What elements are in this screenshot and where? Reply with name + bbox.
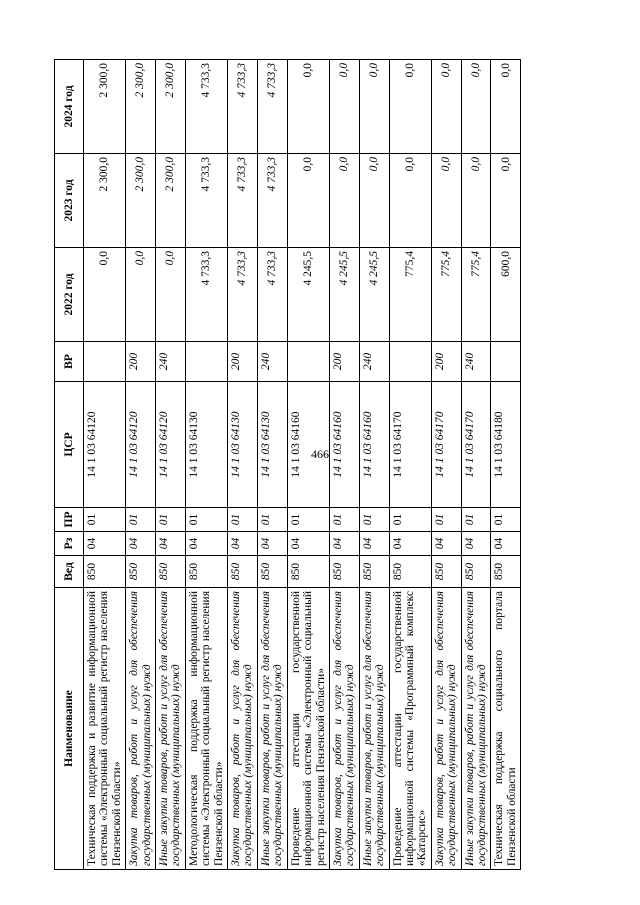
- cell-y2023: 0,0: [287, 154, 329, 248]
- header-name: Наименование: [55, 588, 84, 870]
- cell-csr: 14 1 03 64160: [287, 382, 329, 508]
- cell-csr: 14 1 03 64120: [156, 382, 186, 508]
- cell-y2023: 4 733,3: [185, 154, 227, 248]
- cell-y2022: 775,4: [389, 248, 431, 342]
- cell-ved: 850: [287, 556, 329, 588]
- cell-rz: 04: [389, 532, 431, 556]
- cell-vr: 240: [359, 342, 389, 382]
- cell-y2022: 4 733,3: [185, 248, 227, 342]
- cell-vr: 200: [431, 342, 461, 382]
- cell-rz: 04: [287, 532, 329, 556]
- cell-pr: 01: [287, 508, 329, 532]
- header-rz: Рз: [55, 532, 84, 556]
- cell-csr: 14 1 03 64120: [126, 382, 156, 508]
- cell-rz: 04: [84, 532, 126, 556]
- cell-ved: 850: [491, 556, 521, 588]
- cell-ved: 850: [228, 556, 258, 588]
- cell-y2024: 0,0: [491, 60, 521, 154]
- cell-name: Закупка товаров, работ и услуг для обеспечения государственных (муниципальных) нужд: [431, 588, 461, 870]
- cell-vr: [84, 342, 126, 382]
- table-row: [84, 60, 126, 870]
- cell-y2024: 0,0: [287, 60, 329, 154]
- cell-y2022: 4 245,5: [359, 248, 389, 342]
- cell-y2023: 0,0: [461, 154, 491, 248]
- header-pr: ПР: [55, 508, 84, 532]
- table-row: [156, 60, 186, 870]
- cell-ved: 850: [84, 556, 126, 588]
- cell-rz: 04: [329, 532, 359, 556]
- cell-y2022: 4 245,5: [329, 248, 359, 342]
- cell-name: Проведение аттестации государственной информационной системы «Электронный социальный регистр населения Пензенской области»: [287, 588, 329, 870]
- cell-y2023: 2 300,0: [126, 154, 156, 248]
- cell-rz: 04: [228, 532, 258, 556]
- cell-csr: 14 1 03 64170: [431, 382, 461, 508]
- table-body: [84, 60, 521, 870]
- cell-name: Методологическая поддержка информационной системы «Электронный социальный регистр населения Пензенской области»: [185, 588, 227, 870]
- cell-csr: 14 1 03 64180: [491, 382, 521, 508]
- header-csr: ЦСР: [55, 382, 84, 508]
- cell-name: Техническая поддержка социального портала Пензенской области: [491, 588, 521, 870]
- cell-y2024: 2 300,0: [84, 60, 126, 154]
- cell-pr: 01: [156, 508, 186, 532]
- cell-vr: [185, 342, 227, 382]
- cell-pr: 01: [491, 508, 521, 532]
- cell-y2023: 0,0: [389, 154, 431, 248]
- cell-y2024: 4 733,3: [228, 60, 258, 154]
- cell-csr: 14 1 03 64130: [228, 382, 258, 508]
- header-2022: 2022 год: [55, 248, 84, 342]
- cell-ved: 850: [126, 556, 156, 588]
- cell-rz: 04: [126, 532, 156, 556]
- table-row: [389, 60, 431, 870]
- cell-y2023: 2 300,0: [84, 154, 126, 248]
- cell-csr: 14 1 03 64120: [84, 382, 126, 508]
- cell-vr: 240: [461, 342, 491, 382]
- header-vr: ВР: [55, 342, 84, 382]
- table-row: [257, 60, 287, 870]
- cell-y2023: 0,0: [329, 154, 359, 248]
- cell-ved: 850: [389, 556, 431, 588]
- cell-pr: 01: [126, 508, 156, 532]
- table-header-row: [55, 60, 84, 870]
- table-row: [461, 60, 491, 870]
- cell-y2022: 4 733,3: [257, 248, 287, 342]
- cell-vr: [491, 342, 521, 382]
- cell-y2024: 0,0: [431, 60, 461, 154]
- cell-rz: 04: [156, 532, 186, 556]
- cell-y2024: 2 300,0: [126, 60, 156, 154]
- cell-name: Закупка товаров, работ и услуг для обеспечения государственных (муниципальных) нужд: [126, 588, 156, 870]
- cell-y2023: 2 300,0: [156, 154, 186, 248]
- cell-y2024: 0,0: [329, 60, 359, 154]
- table-row: [228, 60, 258, 870]
- cell-csr: 14 1 03 64130: [185, 382, 227, 508]
- cell-y2022: 0,0: [126, 248, 156, 342]
- cell-name: Иные закупки товаров, работ и услуг для обеспечения государственных (муниципальных) нужд: [257, 588, 287, 870]
- cell-y2022: 775,4: [461, 248, 491, 342]
- cell-csr: 14 1 03 64170: [461, 382, 491, 508]
- table-row: [491, 60, 521, 870]
- cell-ved: 850: [461, 556, 491, 588]
- cell-name: Закупка товаров, работ и услуг для обеспечения государственных (муниципальных) нужд: [329, 588, 359, 870]
- cell-pr: 01: [359, 508, 389, 532]
- cell-y2022: 775,4: [431, 248, 461, 342]
- cell-pr: 01: [84, 508, 126, 532]
- cell-ved: 850: [431, 556, 461, 588]
- header-ved: Вед: [55, 556, 84, 588]
- cell-ved: 850: [185, 556, 227, 588]
- cell-y2022: 0,0: [84, 248, 126, 342]
- cell-csr: 14 1 03 64170: [389, 382, 431, 508]
- cell-y2024: 0,0: [359, 60, 389, 154]
- cell-y2023: 4 733,3: [257, 154, 287, 248]
- cell-name: Проведение аттестации государственной информационной системы «Программный комплекс «Катарсис»: [389, 588, 431, 870]
- cell-y2024: 0,0: [389, 60, 431, 154]
- cell-rz: 04: [185, 532, 227, 556]
- cell-ved: 850: [329, 556, 359, 588]
- table-row: [287, 60, 329, 870]
- cell-ved: 850: [257, 556, 287, 588]
- cell-y2022: 600,0: [491, 248, 521, 342]
- cell-pr: 01: [228, 508, 258, 532]
- header-2023: 2023 год: [55, 154, 84, 248]
- cell-csr: 14 1 03 64130: [257, 382, 287, 508]
- cell-pr: 01: [185, 508, 227, 532]
- table-row: [431, 60, 461, 870]
- cell-y2023: 4 733,3: [228, 154, 258, 248]
- cell-y2024: 0,0: [461, 60, 491, 154]
- table-row: [126, 60, 156, 870]
- cell-csr: 14 1 03 64160: [329, 382, 359, 508]
- cell-y2023: 0,0: [431, 154, 461, 248]
- cell-y2022: 4 733,3: [228, 248, 258, 342]
- header-2024: 2024 год: [55, 60, 84, 154]
- cell-ved: 850: [359, 556, 389, 588]
- page-number: 466: [311, 447, 329, 461]
- table-row: [359, 60, 389, 870]
- cell-y2023: 0,0: [491, 154, 521, 248]
- cell-y2024: 4 733,3: [257, 60, 287, 154]
- budget-table: [54, 59, 521, 870]
- cell-y2024: 2 300,0: [156, 60, 186, 154]
- cell-vr: 240: [257, 342, 287, 382]
- cell-name: Закупка товаров, работ и услуг для обеспечения государственных (муниципальных) нужд: [228, 588, 258, 870]
- cell-y2022: 0,0: [156, 248, 186, 342]
- table-row: [185, 60, 227, 870]
- rotated-table-container: [54, 60, 552, 870]
- cell-csr: 14 1 03 64160: [359, 382, 389, 508]
- cell-vr: [287, 342, 329, 382]
- cell-pr: 01: [329, 508, 359, 532]
- cell-vr: [389, 342, 431, 382]
- cell-pr: 01: [389, 508, 431, 532]
- cell-rz: 04: [431, 532, 461, 556]
- cell-ved: 850: [156, 556, 186, 588]
- cell-pr: 01: [431, 508, 461, 532]
- cell-rz: 04: [461, 532, 491, 556]
- cell-rz: 04: [491, 532, 521, 556]
- cell-y2023: 0,0: [359, 154, 389, 248]
- cell-vr: 200: [228, 342, 258, 382]
- cell-rz: 04: [359, 532, 389, 556]
- cell-y2022: 4 245,5: [287, 248, 329, 342]
- cell-name: Иные закупки товаров, работ и услуг для обеспечения государственных (муниципальных) нужд: [359, 588, 389, 870]
- cell-pr: 01: [461, 508, 491, 532]
- cell-name: Иные закупки товаров, работ и услуг для обеспечения государственных (муниципальных) нужд: [156, 588, 186, 870]
- cell-rz: 04: [257, 532, 287, 556]
- cell-name: Иные закупки товаров, работ и услуг для обеспечения государственных (муниципальных) нужд: [461, 588, 491, 870]
- cell-vr: 200: [126, 342, 156, 382]
- cell-vr: 240: [156, 342, 186, 382]
- cell-vr: 200: [329, 342, 359, 382]
- cell-pr: 01: [257, 508, 287, 532]
- table-row: [329, 60, 359, 870]
- cell-name: Техническая поддержка и развитие информационной системы «Электронный социальный регистр населения Пензенской области»: [84, 588, 126, 870]
- cell-y2024: 4 733,3: [185, 60, 227, 154]
